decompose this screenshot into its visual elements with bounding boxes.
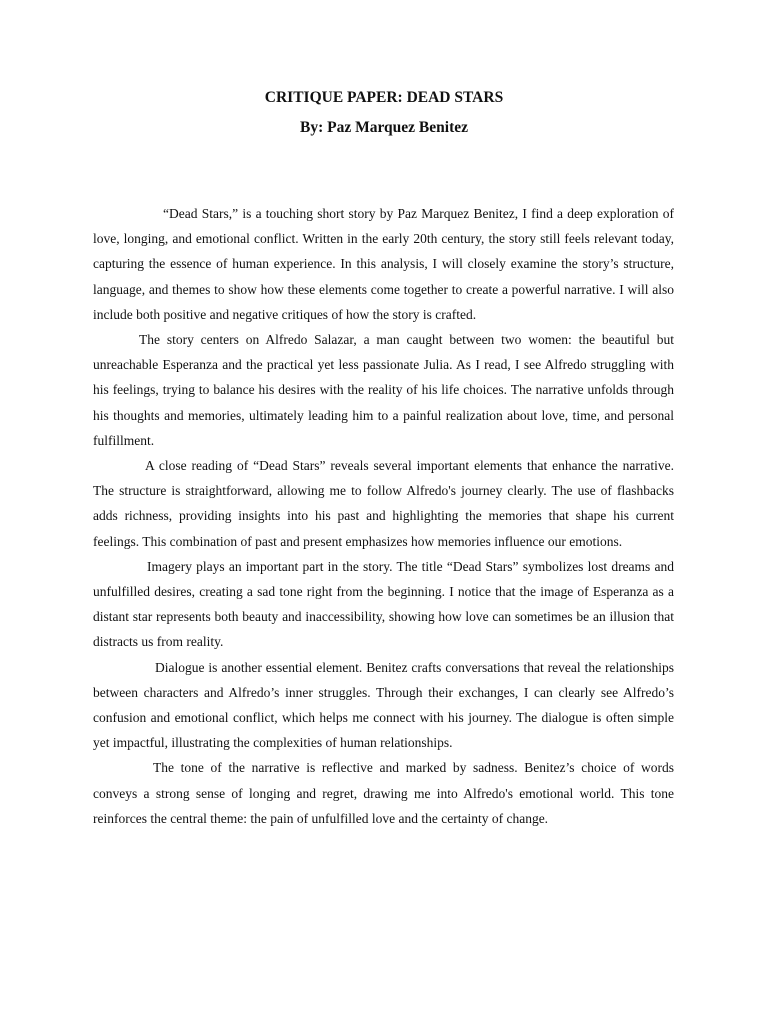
paragraph-dialogue: Dialogue is another essential element. Benitez crafts conversations that reveal the relationships between characters and Alfredo’s inner struggles. Through their exchanges, I can clearly see Alfredo’s confusion and emotional conflict, which helps me connect with his journey. The dialogue is often simple yet impactful, illustrating the complexities of human relationships. (93, 659, 674, 751)
paragraph-summary: The story centers on Alfredo Salazar, a man caught between two women: the beautiful but unreachable Esperanza and the practical yet less passionate Julia. As I read, I see Alfredo struggling with his feelings, trying to balance his desires with the reality of his life choices. The narrative unfolds through his thoughts and memories, ultimately leading him to a painful realization about love, time, and personal fulfillment. (93, 332, 674, 448)
paragraph-imagery: Imagery plays an important part in the story. The title “Dead Stars” symbolizes lost dreams and unfulfilled desires, creating a sad tone right from the beginning. I notice that the image of Esperanza as a distant star represents both beauty and inaccessibility, showing how love can sometimes be an illusion that distracts us from reality. (93, 558, 674, 650)
paragraph-tone: The tone of the narrative is reflective and marked by sadness. Benitez’s choice of words conveys a strong sense of longing and regret, drawing me into Alfredo's emotional world. This tone reinforces the central theme: the pain of unfulfilled love and the certainty of change. (93, 760, 674, 826)
document-byline: By: Paz Marquez Benitez (299, 119, 469, 136)
document-title: CRITIQUE PAPER: DEAD STARS (264, 89, 504, 106)
paragraph-introduction: “Dead Stars,” is a touching short story by Paz Marquez Benitez, I find a deep exploration of love, longing, and emotional conflict. Written in the early 20th century, the story still feels relevant today, capturing the essence of human experience. In this analysis, I will closely examine the story’s structure, language, and themes to show how these elements come together to create a powerful narrative. I will also include both positive and negative critiques of how the story is crafted. (93, 206, 674, 322)
document-body (93, 201, 674, 831)
paragraph-close-reading: A close reading of “Dead Stars” reveals several important elements that enhance the narrative. The structure is straightforward, allowing me to follow Alfredo's journey clearly. The use of flashbacks adds richness, providing insights into his past and highlighting the memories that shape his current feelings. This combination of past and present emphasizes how memories influence our emotions. (93, 458, 674, 549)
